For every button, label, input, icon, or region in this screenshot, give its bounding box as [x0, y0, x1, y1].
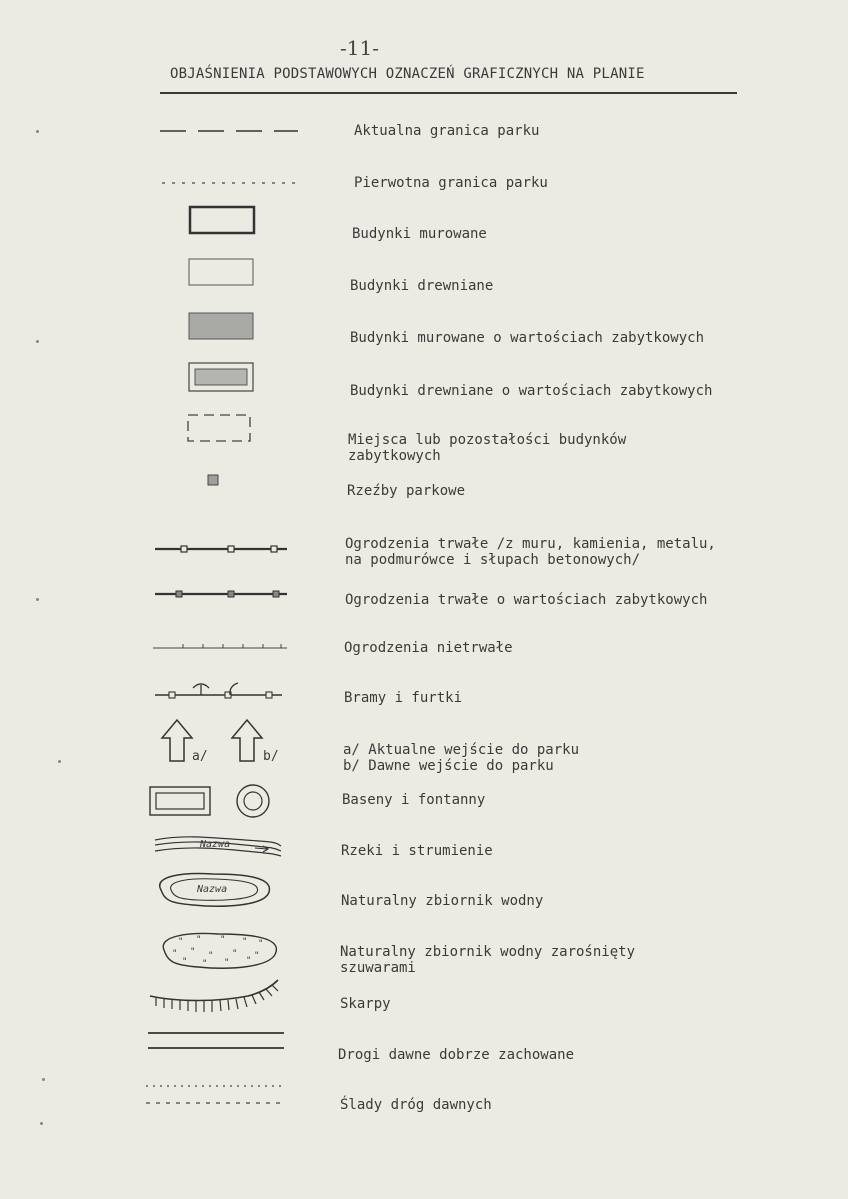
legend-label: Ogrodzenia trwałe /z muru, kamienia, metalu,	[345, 536, 716, 552]
dashed-rectangle-icon	[186, 413, 256, 445]
svg-text:": "	[254, 951, 260, 961]
small-square-icon	[207, 474, 221, 488]
paper-speck	[36, 340, 39, 343]
shaded-rectangle-icon	[188, 312, 258, 342]
legend-label: Aktualna granica parku	[354, 123, 540, 139]
legend-label: Miejsca lub pozostałości budynków	[348, 432, 627, 448]
framed-shaded-rectangle-icon	[188, 362, 258, 394]
paper-speck	[40, 1122, 43, 1125]
legend-label: Naturalny zbiornik wodny zarośnięty	[340, 944, 636, 960]
legend-label: a/ Aktualne wejście do parku	[343, 742, 580, 758]
reed-pond-icon	[158, 930, 280, 972]
pond-name-text: Nazwa	[197, 884, 228, 895]
svg-text:": "	[196, 935, 202, 945]
entrance-b-marker: b/	[263, 749, 279, 764]
legend-label: Pierwotna granica parku	[354, 175, 548, 191]
double-dotted-line-icon	[146, 1083, 286, 1107]
legend-label: Ogrodzenia nietrwałe	[344, 640, 513, 656]
pool-fountain-icon	[148, 784, 278, 820]
fence-posts-icon	[155, 543, 290, 555]
svg-text:": "	[202, 959, 208, 969]
dotted-line-icon	[162, 180, 302, 186]
legend-label: Rzeki i strumienie	[341, 843, 493, 859]
svg-text:": "	[172, 949, 178, 959]
legend-label: Ślady dróg dawnych	[340, 1097, 492, 1113]
legend-label: Budynki murowane o wartościach zabytkowych	[350, 330, 705, 346]
legend-label-continued: b/ Dawne wejście do parku	[343, 758, 554, 774]
legend-label: Drogi dawne dobrze zachowane	[338, 1047, 575, 1063]
thin-rectangle-icon	[188, 258, 258, 288]
legend-label: Naturalny zbiornik wodny	[341, 893, 544, 909]
page-number: -11-	[340, 36, 379, 60]
svg-text:": "	[208, 951, 214, 961]
title-underline	[160, 92, 737, 94]
legend-label-continued: na podmurówce i słupach betonowych/	[345, 552, 641, 568]
paper-speck	[36, 130, 39, 133]
legend-label-continued: szuwarami	[340, 960, 416, 976]
svg-text:": "	[258, 939, 264, 949]
svg-text:": "	[242, 937, 248, 947]
svg-text:": "	[182, 957, 188, 967]
legend-label: Budynki drewniane o wartościach zabytkowych	[350, 383, 713, 399]
dashed-line-icon	[160, 128, 300, 134]
fence-filled-posts-icon	[155, 588, 290, 600]
legend-label: Rzeźby parkowe	[347, 483, 466, 499]
svg-text:": "	[246, 956, 252, 966]
legend-label: Budynki murowane	[352, 226, 487, 242]
river-name-text: Nazwa	[200, 839, 231, 850]
escarpment-icon	[148, 978, 283, 1018]
svg-text:": "	[220, 935, 226, 945]
paper-speck	[58, 760, 61, 763]
legend-label: Bramy i furtki	[344, 690, 463, 706]
legend-label-continued: zabytkowych	[348, 448, 441, 464]
gate-icon	[155, 680, 285, 704]
svg-text:": "	[224, 958, 230, 968]
svg-text:": "	[190, 947, 196, 957]
entrance-a-marker: a/	[192, 749, 208, 764]
legend-label: Budynki drewniane	[350, 278, 494, 294]
double-line-icon	[148, 1030, 286, 1052]
svg-text:": "	[232, 949, 238, 959]
ticked-line-icon	[153, 641, 290, 651]
paper-speck	[42, 1078, 45, 1081]
paper-speck	[36, 598, 39, 601]
page-title: OBJAŚNIENIA PODSTAWOWYCH OZNACZEŃ GRAFICZNYCH NA PLANIE	[170, 66, 645, 82]
legend-label: Ogrodzenia trwałe o wartościach zabytkowych	[345, 592, 708, 608]
svg-text:": "	[178, 937, 184, 947]
legend-label: Skarpy	[340, 996, 391, 1012]
thick-rectangle-icon	[188, 205, 258, 235]
legend-label: Baseny i fontanny	[342, 792, 486, 808]
